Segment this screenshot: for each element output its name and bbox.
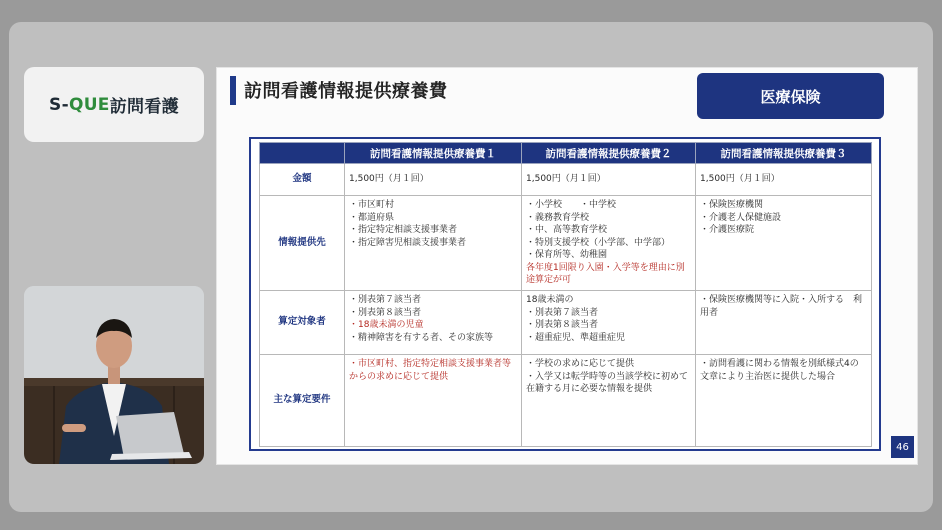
requirements-col1 [345, 355, 522, 447]
table-row-recipient [260, 196, 872, 291]
list-item: ・指定障害児相談支援事業者 [349, 237, 467, 248]
list-item: ・介護老人保健施設 [700, 212, 782, 223]
table-header-row [260, 143, 872, 164]
list-item: 18歳未満の [526, 295, 574, 305]
list-item: ・精神障害を有する者、その家族等 [349, 332, 494, 343]
page-number: 46 [891, 436, 914, 458]
list-item: ・保育所等、幼稚園 [526, 250, 608, 260]
target-col1 [345, 291, 522, 355]
logo-prefix: S- [49, 94, 69, 115]
table-header-col3: 訪問看護情報提供療養費３ [696, 143, 872, 164]
target-col3 [696, 291, 872, 355]
table-row-requirements [260, 355, 872, 447]
list-item-highlight: ・18歳未満の児童 [349, 320, 424, 330]
list-item: ・超重症児、準超重症児 [526, 332, 626, 343]
list-item: ・別表第７該当者 [526, 307, 599, 318]
list-item: ・訪問看護に関わる情報を別紙様式4の文章により主治医に提供した場合 [700, 359, 859, 382]
list-item-highlight: ・市区町村、指定特定相談支援事業者等からの求めに応じて提供 [349, 359, 512, 382]
row-label-requirements: 主な算定要件 [260, 355, 345, 447]
amount-col2: 1,500円（月１回） [522, 164, 696, 196]
requirements-col2 [522, 355, 696, 447]
list-item: ・小学校 ・中学校 [526, 200, 617, 210]
presenter-video [24, 286, 204, 464]
recipient-col2 [522, 196, 696, 291]
recipient-col3 [696, 196, 872, 291]
list-item: ・別表第８該当者 [526, 320, 599, 330]
table-header-blank [260, 143, 345, 164]
row-label-recipient: 情報提供先 [260, 196, 345, 291]
list-item: ・保険医療機関 [700, 200, 764, 210]
list-item: ・中、高等教育学校 [526, 225, 608, 235]
list-item: ・介護医療院 [700, 225, 755, 235]
list-item: ・別表第７該当者 [349, 295, 422, 305]
presenter-video-image [24, 286, 204, 464]
recipient-col2-note: 各年度1回限り入園・入学等を理由に別途算定が可 [526, 262, 685, 285]
fee-table [259, 142, 872, 447]
fee-table-container [249, 137, 881, 451]
list-item: ・学校の求めに応じて提供 [526, 359, 635, 369]
amount-col3: 1,500円（月１回） [696, 164, 872, 196]
amount-col1: 1,500円（月１回） [345, 164, 522, 196]
logo-que: QUE [68, 94, 110, 115]
table-row-amount [260, 164, 872, 196]
list-item: ・別表第８該当者 [349, 307, 422, 318]
list-item: ・都道府県 [349, 212, 395, 223]
insurance-badge: 医療保険 [697, 73, 884, 119]
slide-title: 訪問看護情報提供療養費 [244, 81, 448, 102]
table-row-target [260, 291, 872, 355]
list-item: ・義務教育学校 [526, 212, 590, 223]
list-item: ・特別支援学校（小学部、中学部） [526, 237, 671, 248]
table-header-col2: 訪問看護情報提供療養費２ [522, 143, 696, 164]
title-accent-bar [230, 76, 236, 105]
brand-logo [24, 67, 204, 142]
row-label-target: 算定対象者 [260, 291, 345, 355]
list-item: ・市区町村 [349, 200, 395, 210]
list-item: ・保険医療機関等に入院・入所する 利用者 [700, 295, 863, 318]
requirements-col3 [696, 355, 872, 447]
target-col2 [522, 291, 696, 355]
logo-suffix: 訪問看護 [109, 97, 179, 117]
list-item: ・指定特定相談支援事業者 [349, 225, 458, 235]
list-item: ・入学又は転学時等の当該学校に初めて在籍する月に必要な情報を提供 [526, 371, 689, 394]
recipient-col1 [345, 196, 522, 291]
table-header-col1: 訪問看護情報提供療養費１ [345, 143, 522, 164]
row-label-amount: 金額 [260, 164, 345, 196]
